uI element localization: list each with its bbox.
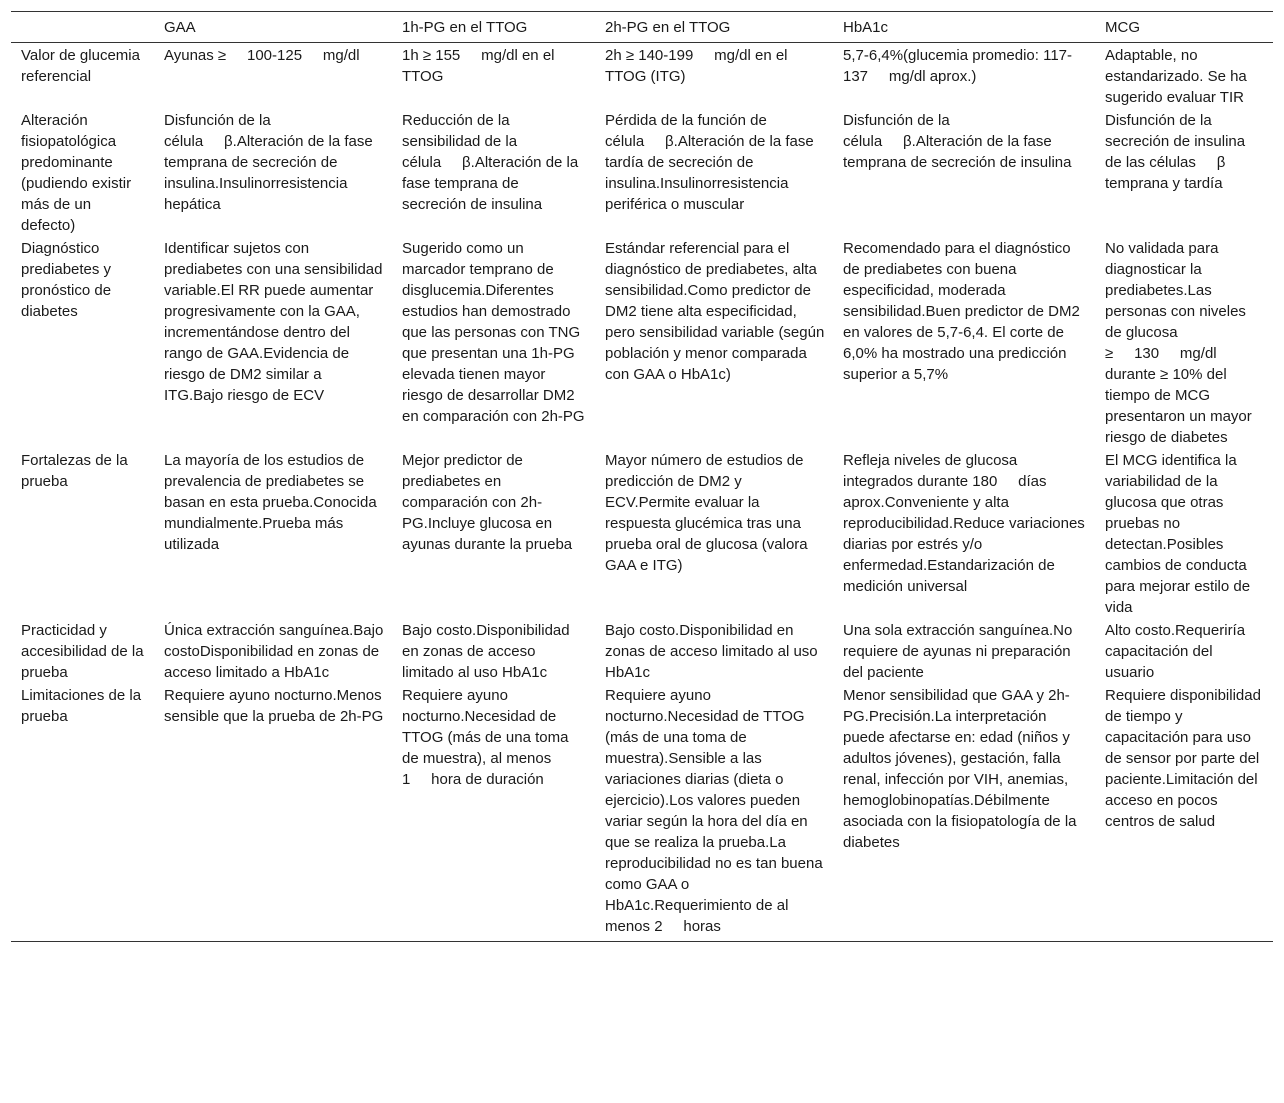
table-row (11, 236, 1273, 448)
table-cell: Identificar sujetos con prediabetes con una sensibilidad variable.El RR puede aumentar progresivamente con la GAA, incrementándose dentro del rango de GAA.Evidencia de riesgo de DM2 similar a ITG.Bajo riesgo de ECV (164, 240, 383, 404)
table-cell: 5,7-6,4%(glucemia promedio: 117-137 mg/dl aprox.) (843, 47, 1073, 85)
row-label: Fortalezas de la prueba (21, 452, 128, 490)
table-cell: Menor sensibilidad que GAA y 2h-PG.Precisión.La interpretación puede afectarse en: edad (niños y adultos jóvenes), gestación, falla renal, infección por VIH, anemias, hemoglobinopatías.Débilmente asociada con la fisiopatología de la diabetes (843, 687, 1077, 851)
table-cell: El MCG identifica la variabilidad de la glucosa que otras pruebas no detectan.Posibles cambios de conducta para mejorar estilo de vida (1105, 452, 1251, 616)
table-cell: Disfunción de la célula β.Alteración de la fase temprana de secreción de insulina (843, 112, 1072, 171)
table-cell: Requiere disponibilidad de tiempo y capacitación para uso de sensor por parte del paciente.Limitación del acceso en pocos centros de salud (1105, 687, 1261, 830)
table-cell: 1h ≥ 155 mg/dl en el TTOG (402, 47, 555, 85)
table-cell: Adaptable, no estandarizado. Se ha sugerido evaluar TIR (1105, 47, 1247, 106)
table-cell: Mejor predictor de prediabetes en comparación con 2h-PG.Incluye glucosa en ayunas durante la prueba (402, 452, 573, 553)
comparison-table-container (11, 11, 1273, 942)
header-cell-mcg: MCG (1105, 18, 1140, 36)
table-row (11, 108, 1273, 236)
table-cell: 2h ≥ 140-199 mg/dl en el TTOG (ITG) (605, 47, 788, 85)
table-row (11, 43, 1273, 109)
row-label: Valor de glucemia referencial (21, 47, 140, 85)
table-cell: Requiere ayuno nocturno.Menos sensible que la prueba de 2h-PG (164, 687, 384, 725)
table-cell: Requiere ayuno nocturno.Necesidad de TTOG (más de una toma de muestra).Sensible a las variaciones diarias (dieta o ejercicio).Los valores pueden variar según la hora del día en que se realiza la prueba.La reproducibilidad no es tan buena como GAA o HbA1c.Requerimiento de al menos 2 horas (605, 687, 823, 935)
row-label: Alteración fisiopatológica predominante (pudiendo existir más de un defecto) (21, 112, 132, 234)
table-row (11, 683, 1273, 942)
table-cell: Una sola extracción sanguínea.No requiere de ayunas ni preparación del paciente (843, 622, 1073, 681)
table-cell: Requiere ayuno nocturno.Necesidad de TTOG (más de una toma de muestra), al menos 1 hora de duración (402, 687, 569, 788)
header-cell-hba1c: HbA1c (843, 18, 889, 36)
header-cell-1h-pg: 1h-PG en el TTOG (402, 18, 528, 36)
table-cell: Disfunción de la secreción de insulina de las células β temprana y tardía (1105, 112, 1246, 192)
table-cell: Refleja niveles de glucosa integrados durante 180 días aprox.Conveniente y alta reproducibilidad.Reduce variaciones diarias por estrés y/o enfermedad.Estandarización de medición universal (843, 452, 1085, 595)
table-cell: Ayunas ≥ 100-125 mg/dl (164, 47, 360, 64)
table-cell: La mayoría de los estudios de prevalencia de prediabetes se basan en esta prueba.Conocida mundialmente.Prueba más utilizada (164, 452, 377, 553)
row-label: Diagnóstico prediabetes y pronóstico de diabetes (21, 240, 112, 320)
table-row (11, 618, 1273, 683)
table-cell: Mayor número de estudios de predicción de DM2 y ECV.Permite evaluar la respuesta glucémica tras una prueba oral de glucosa (valora GAA e ITG) (605, 452, 808, 574)
header-cell-2h-pg: 2h-PG en el TTOG (605, 18, 731, 36)
header-cell-gaa: GAA (164, 18, 196, 36)
table-cell: Bajo costo.Disponibilidad en zonas de acceso limitado al uso HbA1c (402, 622, 570, 681)
table-cell: Alto costo.Requeriría capacitación del usuario (1105, 622, 1246, 681)
comparison-table (11, 11, 1273, 942)
row-label: Practicidad y accesibilidad de la prueba (21, 622, 144, 681)
table-cell: Estándar referencial para el diagnóstico de prediabetes, alta sensibilidad.Como predictor de DM2 tiene alta especificidad, pero sensibilidad variable (según población y menor comparada con GAA o HbA1c) (605, 240, 825, 383)
table-row (11, 448, 1273, 618)
row-label: Limitaciones de la prueba (21, 687, 142, 725)
table-cell: Pérdida de la función de célula β.Alteración de la fase tardía de secreción de insulina.Insulinorresistencia periférica o muscular (605, 112, 814, 213)
table-header-row (11, 12, 1273, 43)
table-cell: Disfunción de la célula β.Alteración de la fase temprana de secreción de insulina.Insulinorresistencia hepática (164, 112, 373, 213)
table-cell: Única extracción sanguínea.Bajo costoDisponibilidad en zonas de acceso limitado a HbA1c (164, 622, 384, 681)
table-cell: Recomendado para el diagnóstico de prediabetes con buena especificidad, moderada sensibilidad.Buen predictor de DM2 en valores de 5,7-6,4. El corte de 6,0% ha mostrado una predicción superior a 5,7% (843, 240, 1080, 383)
table-cell: Sugerido como un marcador temprano de disglucemia.Diferentes estudios han demostrado que las personas con TNG que presentan una 1h-PG elevada tienen mayor riesgo de desarrollar DM2 en comparación con 2h-PG (402, 240, 585, 425)
table-cell: Bajo costo.Disponibilidad en zonas de acceso limitado al uso HbA1c (605, 622, 818, 681)
table-cell: No validada para diagnosticar la prediabetes.Las personas con niveles de glucosa ≥ 130 mg/dl durante ≥ 10% del tiempo de MCG presentaron un mayor riesgo de diabetes (1105, 240, 1252, 446)
header-cell-empty (11, 12, 154, 43)
table-cell: Reducción de la sensibilidad de la célula β.Alteración de la fase temprana de secreción de insulina (402, 112, 579, 213)
